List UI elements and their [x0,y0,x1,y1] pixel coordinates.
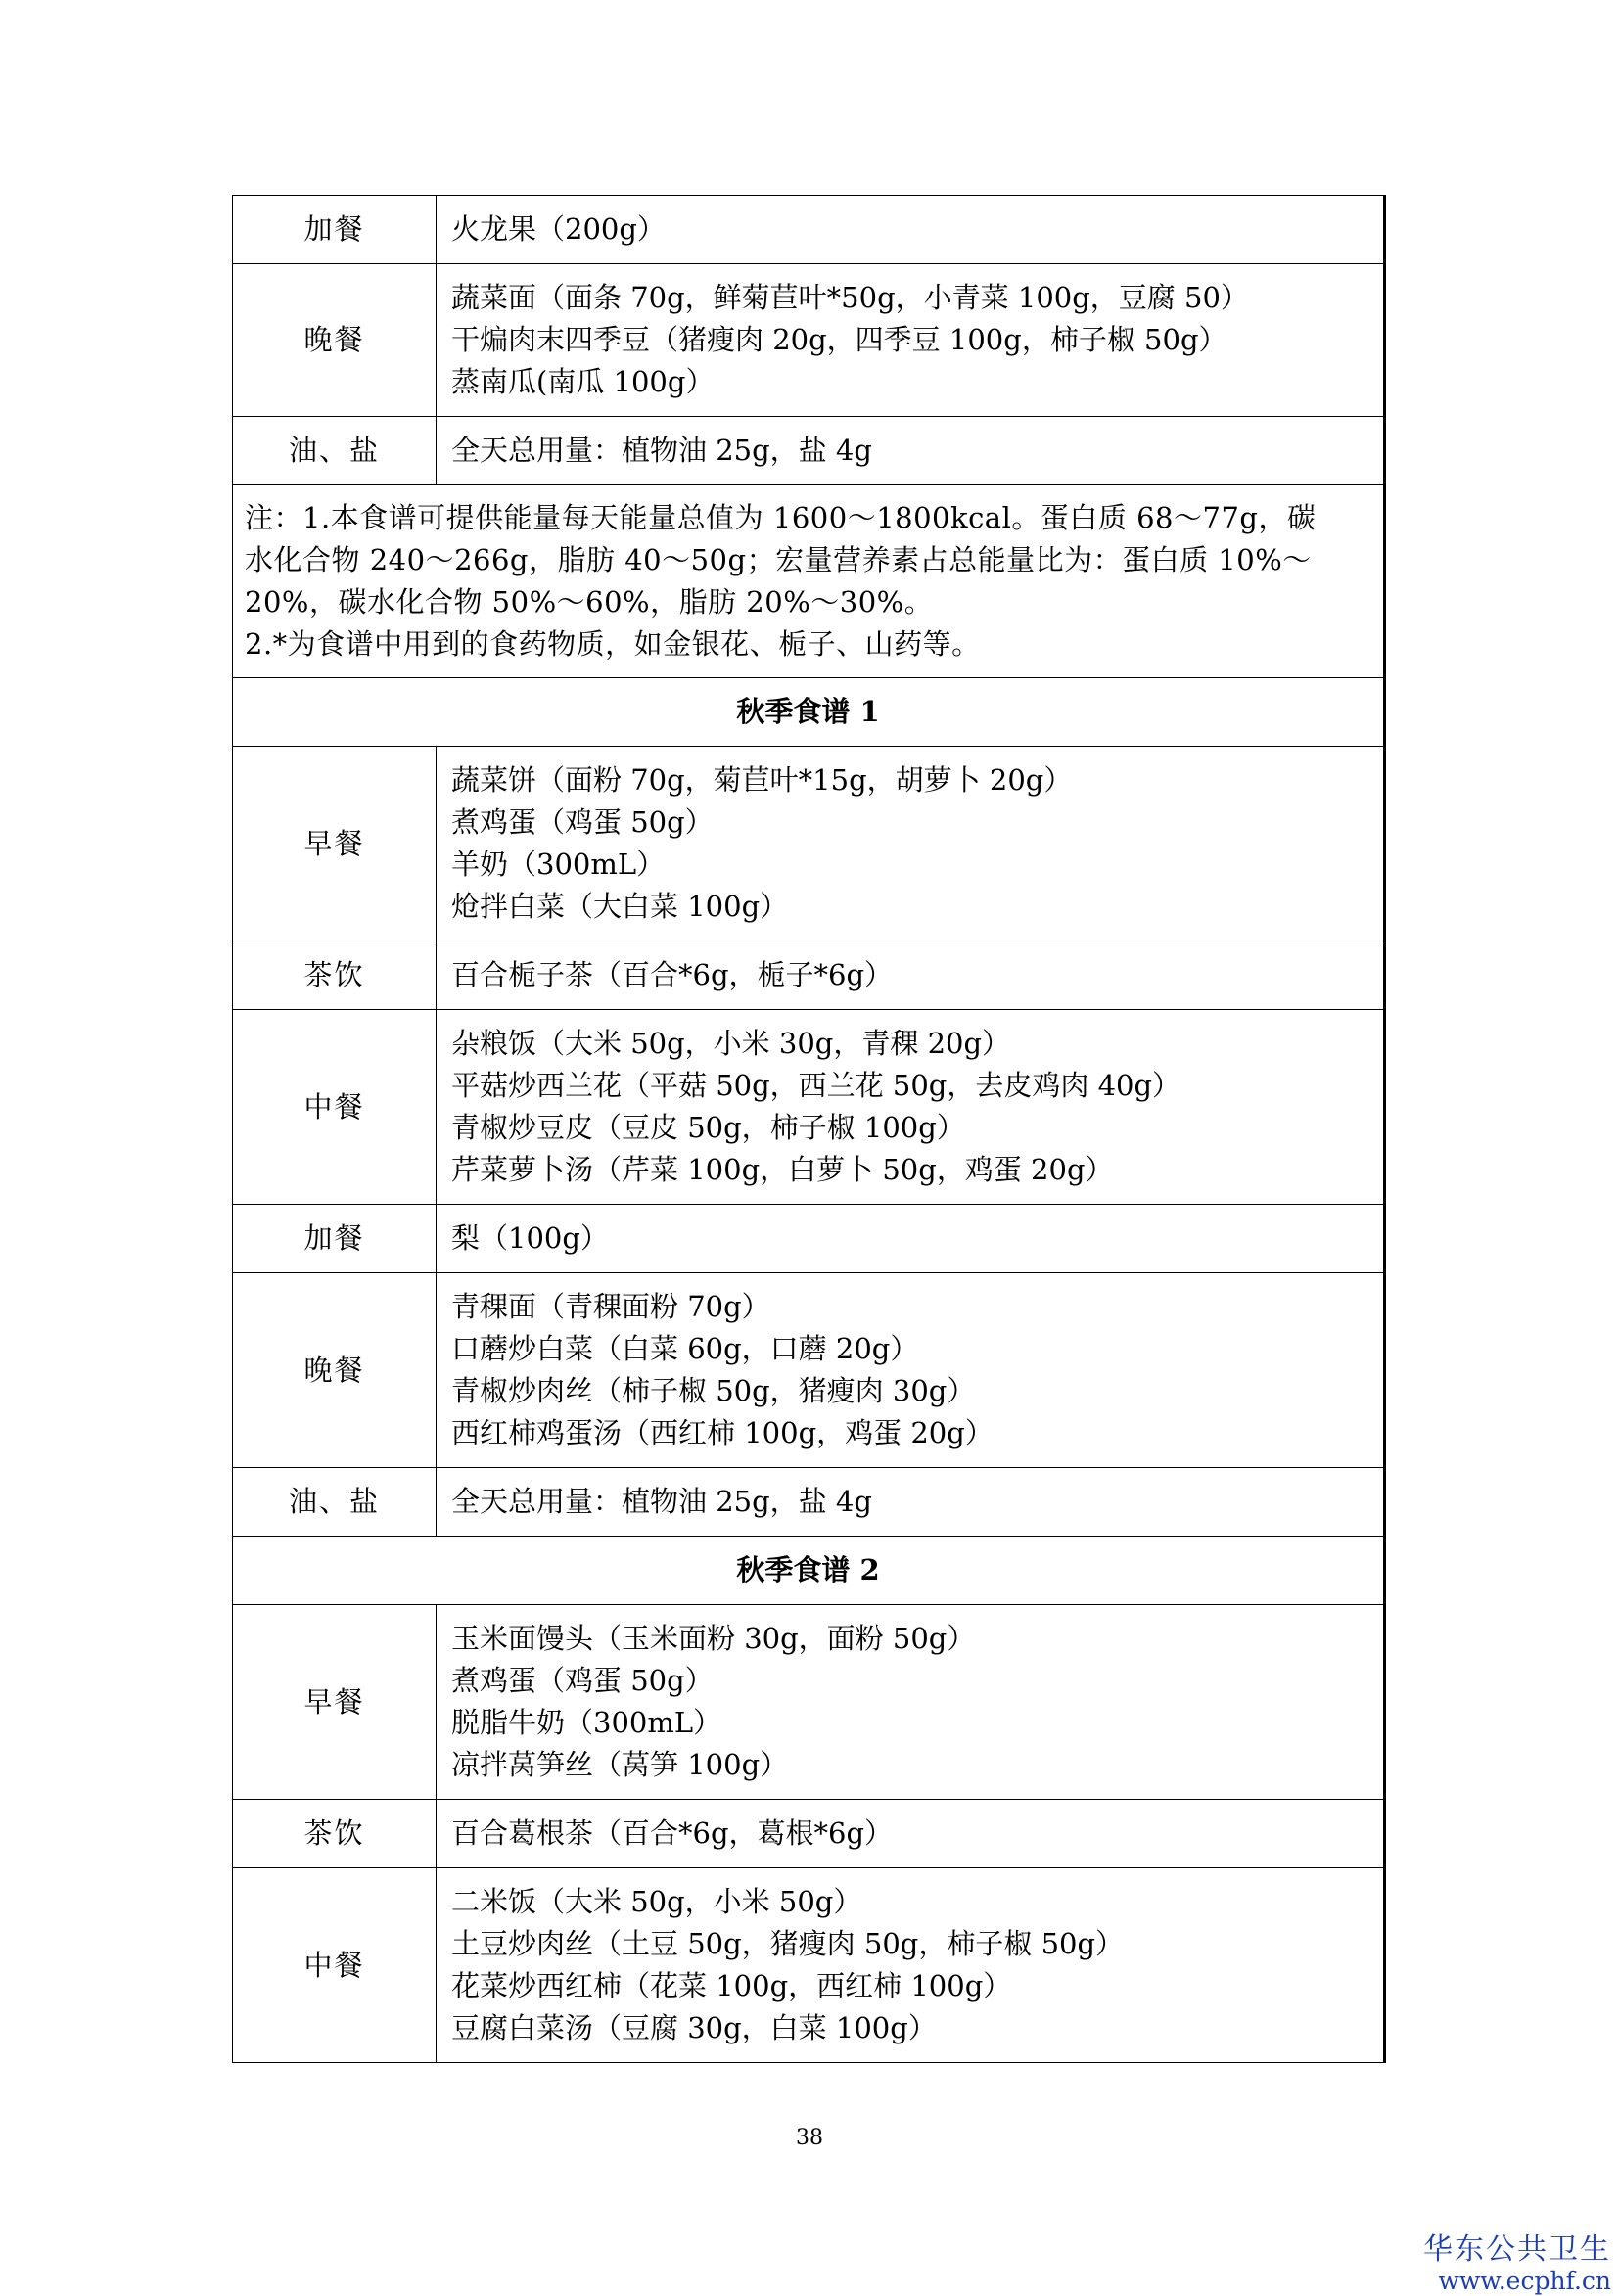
watermark-title: 华东公共卫生 [1423,2232,1611,2267]
meal-items [437,941,1385,1010]
food-item: 豆腐白菜汤（豆腐 30g，白菜 100g） [451,2011,937,2044]
page-number: 38 [796,2126,823,2150]
food-item: 全天总用量：植物油 25g，盐 4g [451,434,872,467]
meal-row [233,264,1385,417]
meal-items [437,1205,1385,1273]
food-item: 青椒炒豆皮（豆皮 50g，柿子椒 100g） [451,1111,965,1144]
note-row [233,485,1385,678]
meal-items [437,1468,1385,1537]
meal-name: 早餐 [233,747,437,941]
food-item: 平菇炒西兰花（平菇 50g，西兰花 50g，去皮鸡肉 40g） [451,1069,1181,1102]
food-item: 百合葛根茶（百合*6g，葛根*6g） [451,1816,894,1850]
menu-table [232,195,1386,2063]
food-item: 脱脂牛奶（300mL） [451,1706,722,1739]
meal-row [233,1010,1385,1205]
food-item: 口蘑炒白菜（白菜 60g，口蘑 20g） [451,1332,919,1365]
meal-name: 晚餐 [233,1273,437,1468]
food-item: 炝拌白菜（大白菜 100g） [451,890,789,923]
meal-name: 中餐 [233,1010,437,1205]
meal-items [437,264,1385,417]
section-row [233,1537,1385,1605]
meal-row [233,196,1385,264]
meal-row [233,1868,1385,2063]
meal-name: 茶饮 [233,1800,437,1868]
meal-row [233,1605,1385,1800]
food-item: 百合栀子茶（百合*6g，栀子*6g） [451,958,894,991]
section-row [233,678,1385,747]
meal-row [233,1273,1385,1468]
meal-row [233,417,1385,485]
food-item: 玉米面馒头（玉米面粉 30g，面粉 50g） [451,1622,976,1655]
meal-name: 早餐 [233,1605,437,1800]
note-line: 注：1.本食谱可提供能量每天能量总值为 1600～1800kcal。蛋白质 68～77g，碳 [245,501,1317,534]
food-item: 二米饭（大米 50g，小米 50g） [451,1885,862,1918]
food-item: 杂粮饭（大米 50g，小米 30g，青稞 20g） [451,1027,1011,1060]
food-item: 芹菜萝卜汤（芹菜 100g，白萝卜 50g，鸡蛋 20g） [451,1153,1114,1186]
meal-name: 中餐 [233,1868,437,2063]
meal-row [233,1205,1385,1273]
meal-items [437,747,1385,941]
note-line: 水化合物 240～266g，脂肪 40～50g；宏量营养素占总能量比为：蛋白质 10%～ [245,543,1312,576]
meal-items [437,1605,1385,1800]
food-item: 青椒炒肉丝（柿子椒 50g，猪瘦肉 30g） [451,1374,976,1407]
food-item: 煮鸡蛋（鸡蛋 50g） [451,805,714,839]
food-item: 凉拌莴笋丝（莴笋 100g） [451,1748,789,1781]
meal-name: 加餐 [233,1205,437,1273]
note-line: 2.*为食谱中用到的食药物质，如金银花、栀子、山药等。 [245,627,981,661]
meal-name: 晚餐 [233,264,437,417]
section-title: 秋季食谱 1 [233,678,1385,747]
meal-items [437,1273,1385,1468]
food-item: 火龙果（200g） [451,212,666,246]
meal-row [233,1800,1385,1868]
meal-name: 油、盐 [233,1468,437,1537]
food-item: 西红柿鸡蛋汤（西红柿 100g，鸡蛋 20g） [451,1416,994,1449]
food-item: 花菜炒西红柿（花菜 100g，西红柿 100g） [451,1969,1012,2002]
meal-items [437,417,1385,485]
meal-items [437,1868,1385,2063]
food-item: 青稞面（青稞面粉 70g） [451,1290,770,1323]
food-item: 煮鸡蛋（鸡蛋 50g） [451,1664,714,1697]
meal-row [233,941,1385,1010]
meal-name: 油、盐 [233,417,437,485]
meal-items [437,196,1385,264]
food-item: 干煸肉末四季豆（猪瘦肉 20g，四季豆 100g，柿子椒 50g） [451,323,1227,356]
food-item: 羊奶（300mL） [451,848,666,881]
food-item: 蒸南瓜(南瓜 100g） [451,365,715,398]
section-title: 秋季食谱 2 [233,1537,1385,1605]
watermark [1423,2233,1611,2296]
food-item: 蔬菜面（面条 70g，鲜菊苣叶*50g，小青菜 100g，豆腐 50） [451,281,1249,314]
food-item: 梨（100g） [451,1221,609,1255]
watermark-url: www.ecphf.cn [1438,2267,1611,2295]
note-line: 20%，碳水化合物 50%～60%，脂肪 20%～30%。 [245,585,934,619]
meal-row [233,747,1385,941]
food-item: 全天总用量：植物油 25g，盐 4g [451,1485,872,1518]
meal-name: 茶饮 [233,941,437,1010]
food-item: 蔬菜饼（面粉 70g，菊苣叶*15g，胡萝卜 20g） [451,763,1073,797]
meal-items [437,1010,1385,1205]
meal-row [233,1468,1385,1537]
food-item: 土豆炒肉丝（土豆 50g，猪瘦肉 50g，柿子椒 50g） [451,1927,1125,1960]
meal-name: 加餐 [233,196,437,264]
meal-items [437,1800,1385,1868]
nutrition-note [233,485,1385,678]
